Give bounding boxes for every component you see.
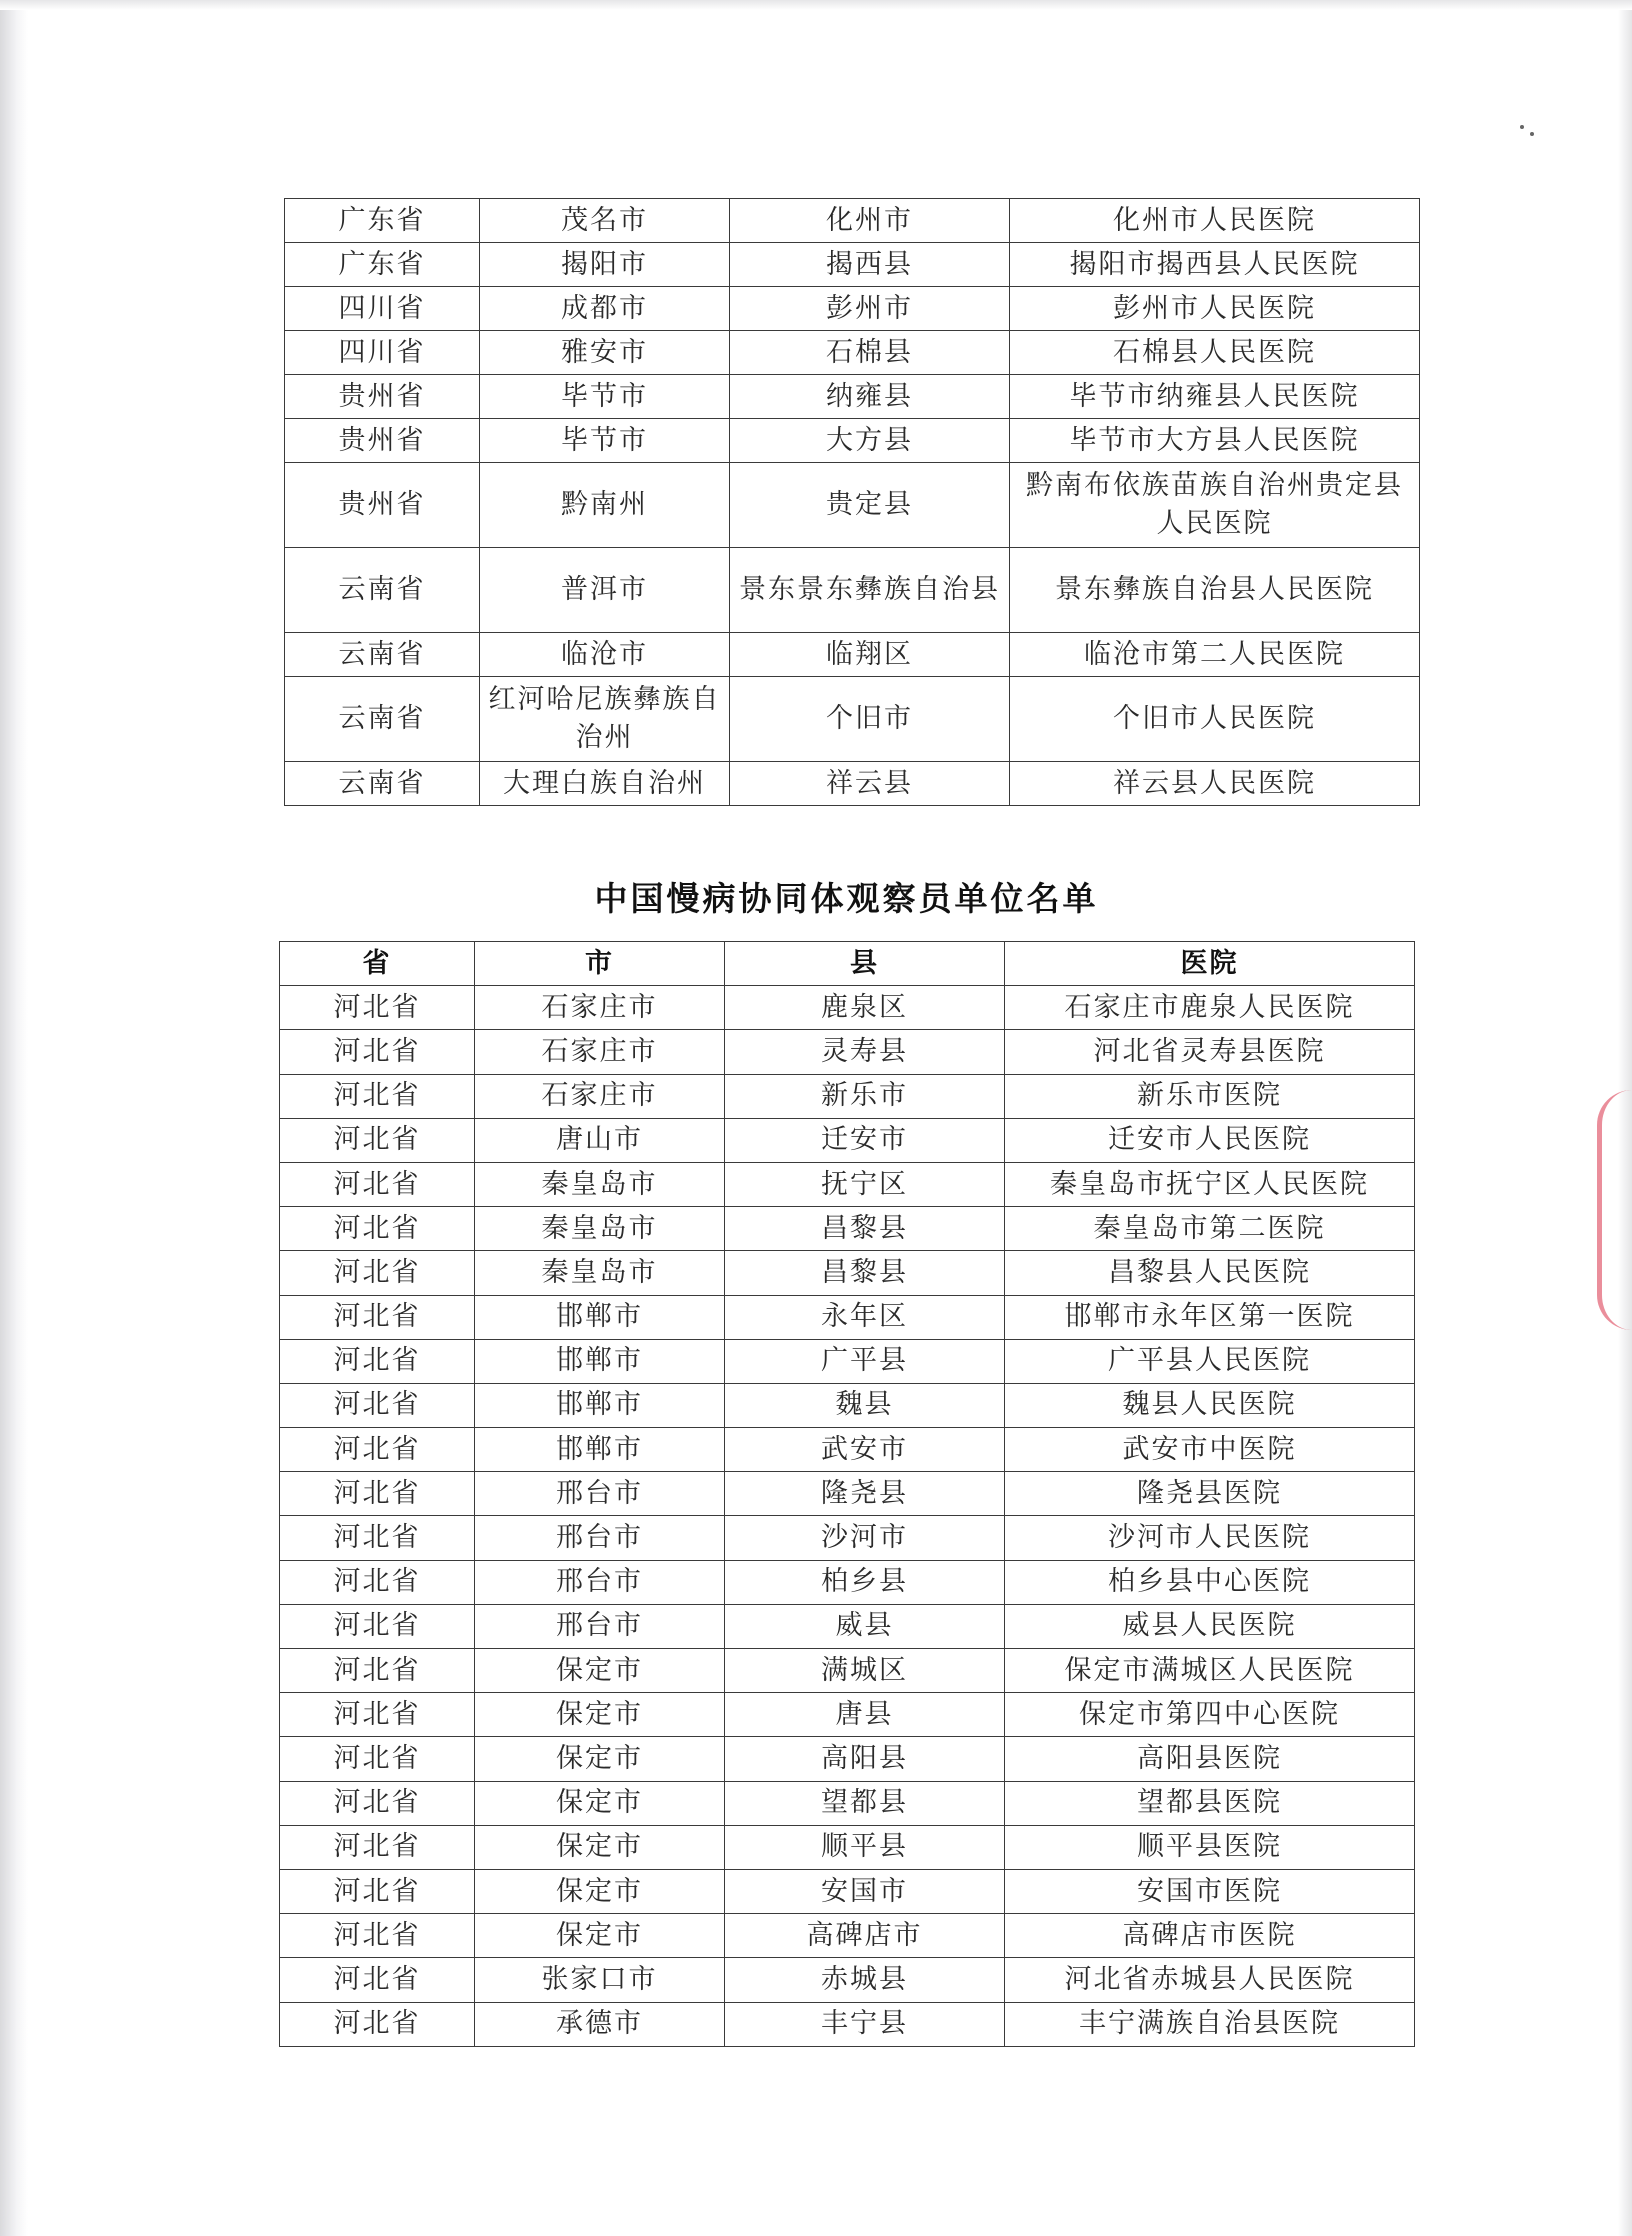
cell-hospital: 邯郸市永年区第一医院	[1005, 1295, 1415, 1339]
table-row	[280, 2002, 1415, 2046]
table-row	[280, 1162, 1415, 1206]
cell-city: 邢台市	[475, 1604, 725, 1648]
cell-city: 保定市	[475, 1825, 725, 1869]
table-row	[280, 1428, 1415, 1472]
cell-city: 红河哈尼族彝族自治州	[480, 677, 730, 762]
table-row	[280, 1737, 1415, 1781]
table-row	[285, 677, 1420, 762]
cell-county: 贵定县	[730, 463, 1010, 548]
table-row	[285, 199, 1420, 243]
page-edge-shadow-left	[0, 0, 28, 2236]
cell-county: 祥云县	[730, 762, 1010, 806]
cell-county: 大方县	[730, 419, 1010, 463]
scan-speck	[1520, 125, 1524, 129]
cell-city: 保定市	[475, 1914, 725, 1958]
cell-hospital: 魏县人民医院	[1005, 1383, 1415, 1427]
cell-city: 张家口市	[475, 1958, 725, 2002]
table-row	[285, 419, 1420, 463]
cell-county: 石棉县	[730, 331, 1010, 375]
cell-city: 邯郸市	[475, 1339, 725, 1383]
cell-province: 河北省	[280, 1649, 475, 1693]
cell-province: 贵州省	[285, 463, 480, 548]
table-row	[280, 1074, 1415, 1118]
cell-province: 云南省	[285, 677, 480, 762]
cell-hospital: 彭州市人民医院	[1010, 287, 1420, 331]
cell-city: 邯郸市	[475, 1295, 725, 1339]
cell-hospital: 景东彝族自治县人民医院	[1010, 548, 1420, 633]
cell-county: 魏县	[725, 1383, 1005, 1427]
table-row	[285, 287, 1420, 331]
cell-hospital: 保定市满城区人民医院	[1005, 1649, 1415, 1693]
table-row	[280, 1914, 1415, 1958]
observer-unit-table	[279, 941, 1415, 2047]
table-row	[285, 375, 1420, 419]
cell-county: 柏乡县	[725, 1560, 1005, 1604]
cell-province: 河北省	[280, 1472, 475, 1516]
cell-county: 顺平县	[725, 1825, 1005, 1869]
cell-county: 个旧市	[730, 677, 1010, 762]
cell-hospital: 武安市中医院	[1005, 1428, 1415, 1472]
cell-county: 昌黎县	[725, 1207, 1005, 1251]
table-row	[280, 1295, 1415, 1339]
cell-province: 河北省	[280, 1118, 475, 1162]
cell-province: 广东省	[285, 243, 480, 287]
cell-county: 揭西县	[730, 243, 1010, 287]
cell-county: 丰宁县	[725, 2002, 1005, 2046]
cell-city: 成都市	[480, 287, 730, 331]
cell-city: 临沧市	[480, 633, 730, 677]
cell-city: 茂名市	[480, 199, 730, 243]
cell-city: 雅安市	[480, 331, 730, 375]
table-row	[285, 548, 1420, 633]
cell-hospital: 迁安市人民医院	[1005, 1118, 1415, 1162]
table-row	[285, 463, 1420, 548]
cell-province: 河北省	[280, 1383, 475, 1427]
cell-hospital: 高碑店市医院	[1005, 1914, 1415, 1958]
cell-county: 灵寿县	[725, 1030, 1005, 1074]
table-row	[280, 1207, 1415, 1251]
cell-province: 河北省	[280, 1030, 475, 1074]
cell-hospital: 秦皇岛市第二医院	[1005, 1207, 1415, 1251]
cell-hospital: 毕节市大方县人民医院	[1010, 419, 1420, 463]
cell-hospital: 顺平县医院	[1005, 1825, 1415, 1869]
cell-city: 石家庄市	[475, 1030, 725, 1074]
cell-county: 鹿泉区	[725, 986, 1005, 1030]
cell-province: 河北省	[280, 1781, 475, 1825]
table-row	[285, 762, 1420, 806]
table-header-row	[280, 942, 1415, 986]
cell-province: 贵州省	[285, 419, 480, 463]
continued-hospital-table	[284, 198, 1420, 806]
cell-hospital: 昌黎县人民医院	[1005, 1251, 1415, 1295]
cell-county: 景东景东彝族自治县	[730, 548, 1010, 633]
table-row	[280, 1693, 1415, 1737]
red-stamp-edge	[1597, 1090, 1632, 1330]
cell-county: 化州市	[730, 199, 1010, 243]
table-row	[280, 1604, 1415, 1648]
table-row	[280, 1781, 1415, 1825]
cell-city: 保定市	[475, 1737, 725, 1781]
cell-province: 河北省	[280, 1825, 475, 1869]
table-row	[285, 633, 1420, 677]
table-row	[280, 1958, 1415, 2002]
cell-county: 望都县	[725, 1781, 1005, 1825]
cell-county: 高碑店市	[725, 1914, 1005, 1958]
cell-province: 河北省	[280, 1869, 475, 1913]
cell-province: 河北省	[280, 1914, 475, 1958]
table-row	[280, 1516, 1415, 1560]
cell-hospital: 安国市医院	[1005, 1869, 1415, 1913]
cell-province: 四川省	[285, 331, 480, 375]
header-county: 县	[725, 942, 1005, 986]
cell-province: 河北省	[280, 2002, 475, 2046]
cell-county: 抚宁区	[725, 1162, 1005, 1206]
table-row	[280, 1251, 1415, 1295]
cell-county: 彭州市	[730, 287, 1010, 331]
cell-county: 临翔区	[730, 633, 1010, 677]
cell-city: 揭阳市	[480, 243, 730, 287]
table-row	[285, 331, 1420, 375]
cell-county: 沙河市	[725, 1516, 1005, 1560]
cell-county: 昌黎县	[725, 1251, 1005, 1295]
cell-hospital: 保定市第四中心医院	[1005, 1693, 1415, 1737]
cell-city: 大理白族自治州	[480, 762, 730, 806]
scan-speck	[1530, 132, 1534, 136]
table-row	[280, 1472, 1415, 1516]
cell-hospital: 河北省灵寿县医院	[1005, 1030, 1415, 1074]
cell-county: 迁安市	[725, 1118, 1005, 1162]
cell-city: 保定市	[475, 1781, 725, 1825]
cell-province: 河北省	[280, 1560, 475, 1604]
cell-city: 邢台市	[475, 1560, 725, 1604]
cell-province: 河北省	[280, 1604, 475, 1648]
cell-county: 永年区	[725, 1295, 1005, 1339]
cell-province: 四川省	[285, 287, 480, 331]
cell-county: 高阳县	[725, 1737, 1005, 1781]
table-row	[280, 1649, 1415, 1693]
cell-county: 新乐市	[725, 1074, 1005, 1118]
cell-city: 邯郸市	[475, 1428, 725, 1472]
cell-city: 秦皇岛市	[475, 1162, 725, 1206]
header-city: 市	[475, 942, 725, 986]
cell-hospital: 沙河市人民医院	[1005, 1516, 1415, 1560]
table-row	[280, 986, 1415, 1030]
cell-city: 秦皇岛市	[475, 1207, 725, 1251]
continued-hospital-table-body	[285, 199, 1420, 806]
cell-hospital: 临沧市第二人民医院	[1010, 633, 1420, 677]
cell-province: 河北省	[280, 1693, 475, 1737]
cell-city: 唐山市	[475, 1118, 725, 1162]
cell-hospital: 祥云县人民医院	[1010, 762, 1420, 806]
cell-county: 安国市	[725, 1869, 1005, 1913]
table-row	[285, 243, 1420, 287]
cell-province: 河北省	[280, 986, 475, 1030]
table-row	[280, 1339, 1415, 1383]
cell-hospital: 丰宁满族自治县医院	[1005, 2002, 1415, 2046]
cell-hospital: 望都县医院	[1005, 1781, 1415, 1825]
cell-city: 毕节市	[480, 375, 730, 419]
cell-province: 河北省	[280, 1958, 475, 2002]
cell-hospital: 黔南布依族苗族自治州贵定县人民医院	[1010, 463, 1420, 548]
cell-province: 河北省	[280, 1074, 475, 1118]
cell-province: 河北省	[280, 1295, 475, 1339]
cell-province: 河北省	[280, 1737, 475, 1781]
header-hospital: 医院	[1005, 942, 1415, 986]
cell-county: 唐县	[725, 1693, 1005, 1737]
cell-county: 隆尧县	[725, 1472, 1005, 1516]
table-row	[280, 1118, 1415, 1162]
section-title: 中国慢病协同体观察员单位名单	[594, 879, 1099, 918]
cell-hospital: 揭阳市揭西县人民医院	[1010, 243, 1420, 287]
cell-city: 邯郸市	[475, 1383, 725, 1427]
cell-province: 河北省	[280, 1162, 475, 1206]
cell-hospital: 河北省赤城县人民医院	[1005, 1958, 1415, 2002]
cell-county: 满城区	[725, 1649, 1005, 1693]
cell-county: 广平县	[725, 1339, 1005, 1383]
cell-province: 河北省	[280, 1207, 475, 1251]
cell-province: 云南省	[285, 548, 480, 633]
cell-province: 河北省	[280, 1251, 475, 1295]
cell-city: 黔南州	[480, 463, 730, 548]
header-province: 省	[280, 942, 475, 986]
observer-unit-table-body	[280, 986, 1415, 2047]
cell-city: 石家庄市	[475, 986, 725, 1030]
cell-province: 河北省	[280, 1339, 475, 1383]
cell-hospital: 高阳县医院	[1005, 1737, 1415, 1781]
cell-county: 威县	[725, 1604, 1005, 1648]
cell-county: 武安市	[725, 1428, 1005, 1472]
cell-city: 保定市	[475, 1649, 725, 1693]
cell-city: 石家庄市	[475, 1074, 725, 1118]
table-row	[280, 1560, 1415, 1604]
table-row	[280, 1825, 1415, 1869]
cell-province: 贵州省	[285, 375, 480, 419]
cell-province: 河北省	[280, 1428, 475, 1472]
cell-hospital: 隆尧县医院	[1005, 1472, 1415, 1516]
cell-county: 赤城县	[725, 1958, 1005, 2002]
cell-province: 云南省	[285, 633, 480, 677]
cell-county: 纳雍县	[730, 375, 1010, 419]
cell-city: 秦皇岛市	[475, 1251, 725, 1295]
cell-hospital: 柏乡县中心医院	[1005, 1560, 1415, 1604]
cell-city: 毕节市	[480, 419, 730, 463]
cell-hospital: 毕节市纳雍县人民医院	[1010, 375, 1420, 419]
cell-province: 云南省	[285, 762, 480, 806]
table-row	[280, 1869, 1415, 1913]
cell-hospital: 化州市人民医院	[1010, 199, 1420, 243]
page-edge-shadow-top	[0, 0, 1632, 10]
cell-city: 邢台市	[475, 1472, 725, 1516]
cell-city: 邢台市	[475, 1516, 725, 1560]
cell-hospital: 石家庄市鹿泉人民医院	[1005, 986, 1415, 1030]
cell-hospital: 个旧市人民医院	[1010, 677, 1420, 762]
cell-hospital: 秦皇岛市抚宁区人民医院	[1005, 1162, 1415, 1206]
cell-hospital: 新乐市医院	[1005, 1074, 1415, 1118]
cell-city: 保定市	[475, 1693, 725, 1737]
cell-hospital: 广平县人民医院	[1005, 1339, 1415, 1383]
table-row	[280, 1383, 1415, 1427]
cell-province: 广东省	[285, 199, 480, 243]
cell-city: 普洱市	[480, 548, 730, 633]
table-row	[280, 1030, 1415, 1074]
cell-hospital: 威县人民医院	[1005, 1604, 1415, 1648]
cell-province: 河北省	[280, 1516, 475, 1560]
cell-hospital: 石棉县人民医院	[1010, 331, 1420, 375]
cell-city: 保定市	[475, 1869, 725, 1913]
cell-city: 承德市	[475, 2002, 725, 2046]
